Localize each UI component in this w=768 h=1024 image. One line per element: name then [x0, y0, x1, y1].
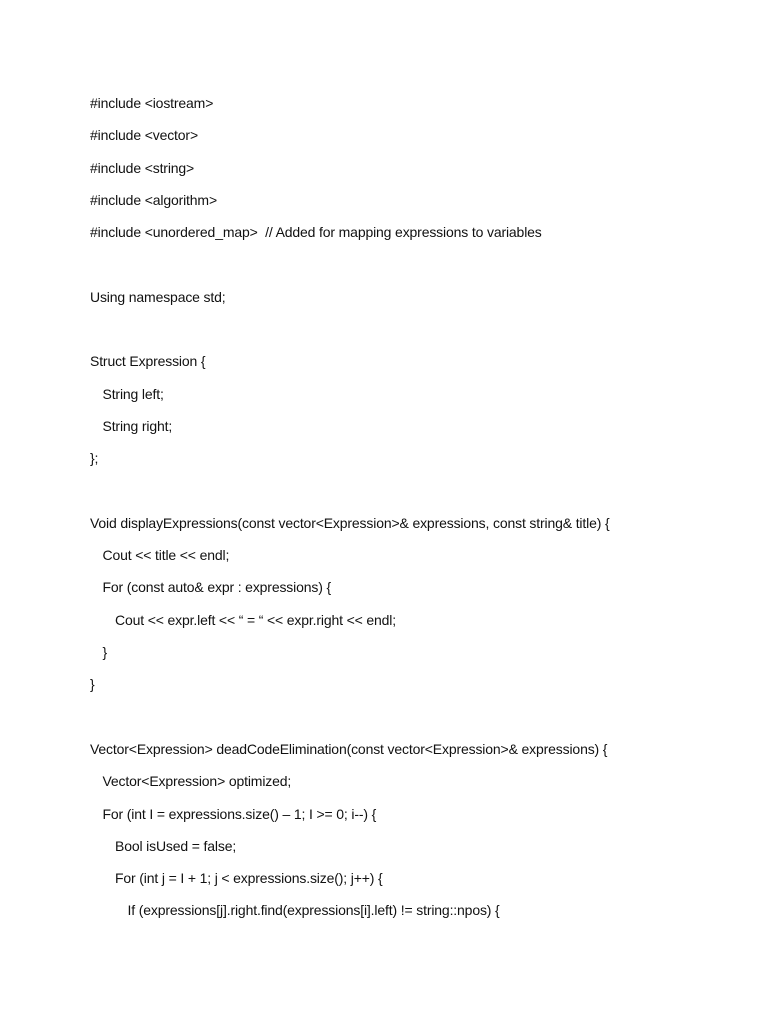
code-line: #include <unordered_map> // Added for mapping expressions to variables [90, 224, 542, 241]
code-line: #include <iostream> [90, 95, 214, 111]
code-line: }; [90, 450, 99, 467]
blank-line [90, 254, 740, 286]
blank-line [90, 481, 740, 513]
code-listing [90, 93, 740, 933]
code-line: Cout << expr.left << “ = “ << expr.right << endl; [115, 611, 396, 628]
code-line: If (expressions[j].right.find(expressions[i].left) != string::npos) { [127, 902, 500, 919]
blank-line [90, 319, 740, 351]
code-line: String right; [102, 417, 173, 434]
code-line: Cout << title << endl; [102, 547, 230, 564]
code-line: Vector<Expression> deadCodeElimination(const vector<Expression>& expressions) { [90, 740, 608, 757]
code-line: #include <algorithm> [90, 191, 217, 208]
code-line: String left; [102, 385, 164, 402]
code-line: #include <string> [90, 159, 195, 176]
code-line: Struct Expression { [90, 353, 206, 370]
code-line: For (const auto& expr : expressions) { [102, 579, 332, 596]
code-line: For (int j = I + 1; j < expressions.size(); j++) { [115, 870, 383, 887]
code-line: #include <vector> [90, 127, 198, 144]
blank-line [90, 707, 740, 739]
code-line: Void displayExpressions(const vector<Expression>& expressions, const string& title) { [90, 514, 610, 531]
code-line: Using namespace std; [90, 288, 226, 305]
code-line: For (int I = expressions.size() – 1; I >= 0; i--) { [102, 805, 377, 822]
code-line: } [102, 644, 108, 661]
code-line: Bool isUsed = false; [115, 837, 237, 854]
code-line: } [90, 676, 95, 693]
code-line: Vector<Expression> optimized; [102, 773, 292, 790]
